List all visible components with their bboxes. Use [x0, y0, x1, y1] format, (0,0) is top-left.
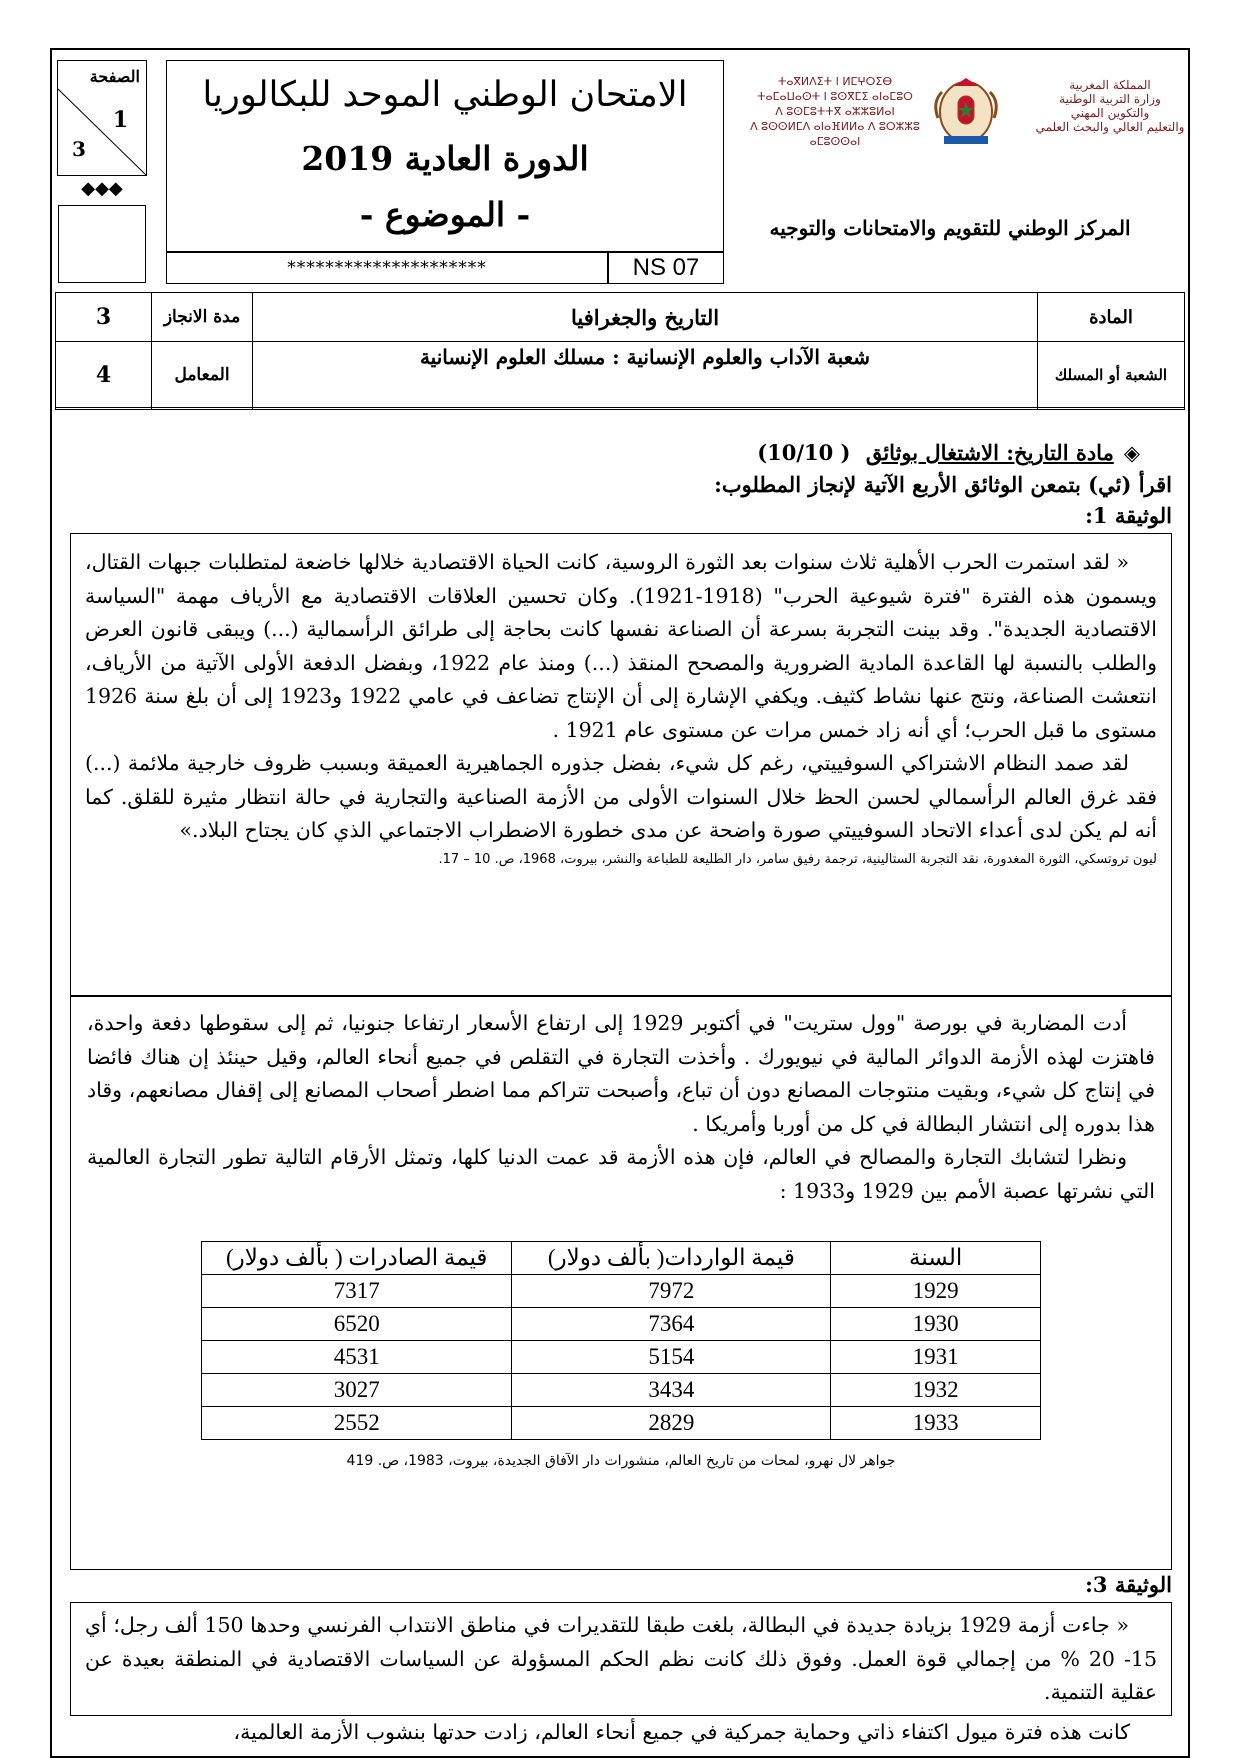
branch-label: الشعبة أو المسلك: [1054, 365, 1168, 384]
title-box: [166, 60, 724, 252]
table-cell: 4531: [202, 1341, 512, 1374]
trade-table: [201, 1241, 1041, 1440]
table-cell: 3027: [202, 1374, 512, 1407]
exam-title: الامتحان الوطني الموحد للبكالوريا: [202, 75, 688, 115]
tifinagh-line-3: ⴷ ⵓⵙⵎⵓⵜⵜⴳ ⴰⵣⵣⵓⵍⴰⵏ: [775, 105, 895, 118]
session-title: الدورة العادية 2019: [301, 139, 589, 178]
history-score: ( 10/10): [757, 440, 851, 465]
table-cell: 6520: [202, 1308, 512, 1341]
doc3-label: الوثيقة 3:: [1085, 1572, 1172, 1597]
stars: *********************: [287, 258, 487, 278]
duration-label: مدة الانجاز: [163, 307, 241, 327]
doc3-continuation: [84, 1716, 1158, 1752]
doc1-text: [85, 546, 1157, 848]
doc2-paragraph-1: أدت المضاربة في بورصة "وول ستريت" في أكتوبر 1929 إلى ارتفاع الأسعار ارتفاعا جنونيا، ثم إلى سقوطها دفعة واحدة، فاهتزت لهذه الأزمة الدوائر المالية في نيويورك . وأخذت التجارة في التقلص في جميع أنحاء العالم، وقيل حينئذ إن هناك فائضا في إنتاج كل شيء، وبقيت منتوجات المصانع دون أن تباع، وأصبحت تتراكم مما اضطر أصحاب المصانع إلى إقفال مصانعهم، وقاد هذا بدوره إلى انتشار البطالة في كل من أوربا وأمريكا .: [87, 1011, 1155, 1136]
page-label: الصفحة: [89, 67, 140, 86]
col-year: السنة: [831, 1242, 1041, 1275]
doc2-source: جواهر لال نهرو، لمحات من تاريخ العالم، منشورات دار الآفاق الجديدة، بيروت، 1983، ص. 419: [346, 1453, 896, 1469]
center-name: المركز الوطني للتقويم والامتحانات والتوجيه: [769, 216, 1131, 240]
table-row: [202, 1275, 1041, 1308]
table-cell: 7317: [202, 1275, 512, 1308]
duration-value: 3: [95, 304, 112, 330]
coef-label: المعامل: [174, 364, 230, 385]
code-box: [608, 252, 724, 284]
coef-value: 4: [95, 361, 112, 388]
table-header-row: [202, 1242, 1041, 1275]
col-exports: قيمة الصادرات ( بألف دولار): [202, 1242, 512, 1275]
history-heading: [757, 440, 1140, 465]
tifinagh-line-1: ⵜⴰⴳⵍⴷⵉⵜ ⵏ ⵍⵎⵖⵔⵉⴱ: [777, 75, 893, 88]
ministry-line-4: والتعليم العالي والبحث العلمي: [1035, 120, 1185, 134]
doc1-paragraph-1: « لقد استمرت الحرب الأهلية ثلاث سنوات بعد الثورة الروسية، كانت الحياة الاقتصادية خلالها خاضعة لمتطلبات جبهات القتال، ويسمون هذه الفترة "فترة شيوعية الحرب" (1918-1921). وكان تحسين العلاقات الاقتصادية مع الأرياف مهمة "السياسة الاقتصادية الجديدة". وقد بينت التجربة بسرعة أن الصناعة نفسها كانت بحاجة إلى طرائق الرأسمالية (...) ويبقى قانون العرض والطلب بالنسبة لها القاعدة المادية الضرورية والمصحح المنقذ (...) ومنذ عام 1922، وبفضل الدفعة الأولى الآتية من الأرياف، انتعشت الصناعة، ونتج عنها نشاط كثيف. ويكفي الإشارة إلى أن الإنتاج تضاعف في عامي 1922 و1923 إلى أن بلغ سنة 1926 مستوى ما قبل الحرب؛ أي أنه زاد خمس مرات عن مستوى عام 1921 .: [85, 550, 1157, 742]
doc1-paragraph-2: لقد صمد النظام الاشتراكي السوفييتي، رغم كل شيء، بفضل جذوره الجماهيرية العميقة وبسبب ظروف خارجية ملائمة (...) فقد غرق العالم الرأسمالي لحسن الحظ خلال السنوات الأولى من الأزمة الصناعية والتجارية في حالة انتظار مثيرة للقلق. كما أنه لم يكن لدى أعداء الاتحاد السوفييتي صورة واضحة عن مدى خطورة الاضطراب الاجتماعي الذي كان يجتاح البلاد.»: [85, 751, 1157, 842]
ministry-line-1: المملكة المغربية: [1069, 78, 1151, 92]
doc2-text: [87, 1007, 1155, 1208]
subject-value: التاريخ والجغرافيا: [570, 304, 720, 330]
page-total: 3: [72, 137, 86, 161]
doc3-box: [70, 1602, 1172, 1716]
doc3-text: [85, 1609, 1157, 1710]
ministry-name-ar: [1020, 78, 1200, 134]
history-title: مادة التاريخ: الاشتغال بوثائق: [865, 440, 1114, 465]
table-cell: 7364: [512, 1308, 831, 1341]
table-row: [202, 1308, 1041, 1341]
table-cell: 1931: [831, 1341, 1041, 1374]
ministry-line-3: والتكوين المهني: [1070, 106, 1150, 120]
ministry-name-tifinagh: [740, 74, 930, 149]
info-table: [55, 292, 1185, 410]
empty-box: [58, 205, 146, 283]
table-cell: 3434: [512, 1374, 831, 1407]
table-row: [202, 1341, 1041, 1374]
doc2-paragraph-2: ونظرا لتشابك التجارة والمصالح في العالم، فإن هذه الأزمة قد عمت الدنيا كلها، وتمثل الأرقام التالية تطور التجارة العالمية التي نشرتها عصبة الأمم بين 1929 و1933 :: [87, 1145, 1155, 1203]
table-cell: 1933: [831, 1407, 1041, 1440]
page-current: 1: [112, 107, 128, 133]
table-cell: 1929: [831, 1275, 1041, 1308]
doc1-box: [70, 533, 1172, 996]
trade-table-wrap: [201, 1241, 1041, 1440]
branch-value: شعبة الآداب والعلوم الإنسانية : مسلك العلوم الإنسانية: [419, 345, 871, 369]
doc2-box: [70, 996, 1172, 1570]
table-cell: 1930: [831, 1308, 1041, 1341]
page-number-box: [57, 60, 147, 176]
doc1-label: الوثيقة 1:: [1085, 503, 1172, 528]
coat-of-arms-icon: [928, 72, 1004, 150]
table-row: [202, 1374, 1041, 1407]
ministry-line-2: وزارة التربية الوطنية: [1059, 92, 1161, 106]
table-cell: 1932: [831, 1374, 1041, 1407]
table-cell: 5154: [512, 1341, 831, 1374]
diamonds: ◆◆◆: [81, 178, 123, 199]
stars-box: [166, 252, 608, 284]
table-cell: 2829: [512, 1407, 831, 1440]
exam-code: NS 07: [632, 254, 700, 281]
diamond-bullet-icon: ◈: [1123, 440, 1140, 465]
instruction: اقرأ (ئي) بتمعن الوثائق الأربع الآتية لإنجاز المطلوب:: [714, 472, 1172, 497]
table-row: [202, 1407, 1041, 1440]
table-cell: 2552: [202, 1407, 512, 1440]
doc1-source: ليون تروتسكي، الثورة المغدورة، نقد التجربة الستالينية، ترجمة رفيق سامر، دار الطليعة للطباعة والنشر، بيروت، 1968، ص. 10 – 17.: [438, 851, 1157, 867]
tifinagh-line-4: ⴷ ⵓⵙⵙⵍⵎⴷ ⴰⵏⴰⴼⵍⵍⴰ ⴷ ⵓⵔⵣⵣⵓ ⴰⵎⵓⵙⵙⴰⵏ: [750, 120, 920, 148]
doc3-paragraph-2: كانت هذه فترة ميول اكتفاء ذاتي وحماية جمركية في جميع أنحاء العالم، زادت حدتها بنشوب الأزمة العالمية،: [233, 1720, 1130, 1744]
table-cell: 7972: [512, 1275, 831, 1308]
subject-title: - الموضوع -: [359, 195, 531, 234]
col-imports: قيمة الواردات( بألف دولار): [512, 1242, 831, 1275]
subject-label: المادة: [1089, 306, 1133, 328]
tifinagh-line-2: ⵜⴰⵎⴰⵡⴰⵙⵜ ⵏ ⵓⵙⴳⵎⵉ ⴰⵏⴰⵎⵓⵔ: [757, 90, 913, 103]
doc3-paragraph-1: « جاءت أزمة 1929 بزيادة جديدة في البطالة، بلغت طبقا للتقديرات في مناطق الانتداب الفرنسي وحدها 150 ألف رجل؛ أي 15- 20 % من إجمالي قوة العمل. وفوق ذلك كانت نظم الحكم المسؤولة عن السياسات الاقتصادية في المنطقة بعيدة عن عقلية التنمية.: [85, 1613, 1157, 1704]
